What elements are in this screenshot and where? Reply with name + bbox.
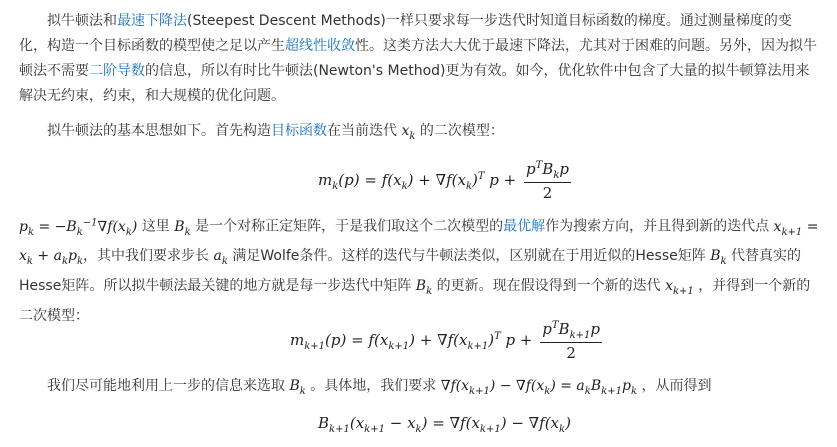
paragraph-search-direction [19, 210, 819, 329]
equation-secant-condition: $B_{k+1}(x_{k+1} - x_k) = \nabla f(x_{k+1}) - \nabla f(x_k)$ [318, 414, 571, 435]
link-superlinear-convergence[interactable]: 超线性收敛 [285, 38, 355, 54]
paragraph-update-requirement [19, 374, 819, 404]
text: 代替真实的Hesse矩阵。所以拟牛顿法最关键的地方就是每一步迭代中矩阵 [19, 248, 802, 295]
math-bk: $B_k$ [415, 278, 433, 298]
link-second-derivative[interactable]: 二阶导数 [89, 63, 145, 79]
text: 。具体地，我们要求 [310, 378, 437, 394]
text: 拟牛顿法的基本思想如下。首先构造 [47, 123, 271, 139]
math-xk1: $x_{k+1}$ [665, 278, 694, 298]
paragraph-intro [19, 9, 819, 109]
link-objective-function[interactable]: 目标函数 [271, 123, 327, 139]
math-bk: $B_k$ [710, 248, 727, 268]
math-bk: $B_k$ [174, 218, 191, 238]
text: 作为搜索方向，并且得到新的迭代点 [545, 218, 770, 235]
math-ak: $a_k$ [213, 248, 228, 268]
text: 满足Wolfe条件。这样的迭代与牛顿法类似，区别就在于用近似的Hesse矩阵 [232, 248, 706, 265]
link-steepest-descent[interactable]: 最速下降法 [117, 13, 187, 29]
math-gradient-condition: $\nabla f(x_{k+1}) - \nabla f(x_k) = a_kB_{k+1}p_k$ [440, 378, 637, 397]
text: 在当前迭代 [327, 123, 397, 139]
text: 我们尽可能地利用上一步的信息来选取 [47, 378, 285, 394]
text: ，从而得到 [641, 378, 712, 394]
text: 的更新。现在假设得到一个新的迭代 [436, 278, 661, 295]
text: ，其中我们要求步长 [83, 248, 210, 265]
paragraph-basic-idea [19, 119, 819, 149]
text: (Steepest Descent Methods)一样只要求每一步迭代时知道目标函数的梯度。通过测量梯度的变化，构造一个目标函数的模型使之足以产生 [19, 13, 792, 54]
text: 性。这类方法大大优于最速下降法，尤其对于困难的问题。另外，因为拟牛顿法不需要 [19, 38, 817, 79]
math-xk: $x_k$ [401, 123, 416, 142]
link-optimal-solution[interactable]: 最优解 [503, 218, 546, 235]
equation-quadratic-model: $m_k(p) = f(x_k) + \nabla f(x_k)^T$ p + $\frac{p^TB_kp}{2}$ [318, 160, 569, 202]
math-bk: $B_k$ [289, 378, 306, 397]
text: 这里 [141, 218, 170, 235]
math-update-rule: $x_{k+1} = x_k + a_kp_k$ [19, 218, 819, 268]
text: ，并得到一个新的二次模型： [19, 278, 811, 325]
text: 的二次模型： [419, 123, 504, 139]
text: 拟牛顿法和 [47, 13, 117, 29]
text: 的信息，所以有时比牛顿法(Newton's Method)更为有效。如今，优化软件中包含了大量的拟牛顿算法用来解决无约束，约束，和大规模的优化问题。 [19, 63, 810, 104]
math-pk-formula: $p_k = -B_k^{-1}\nabla f(x_k)$ [19, 217, 138, 238]
equation-new-quadratic-model: $m_{k+1}(p) = f(x_{k+1}) + \nabla f(x_{k+1})^T$ p + $\frac{p^TB_{k+1}p}{2}$ [290, 320, 600, 362]
text: 是一个对称正定矩阵，于是我们取这个二次模型的 [195, 218, 504, 235]
